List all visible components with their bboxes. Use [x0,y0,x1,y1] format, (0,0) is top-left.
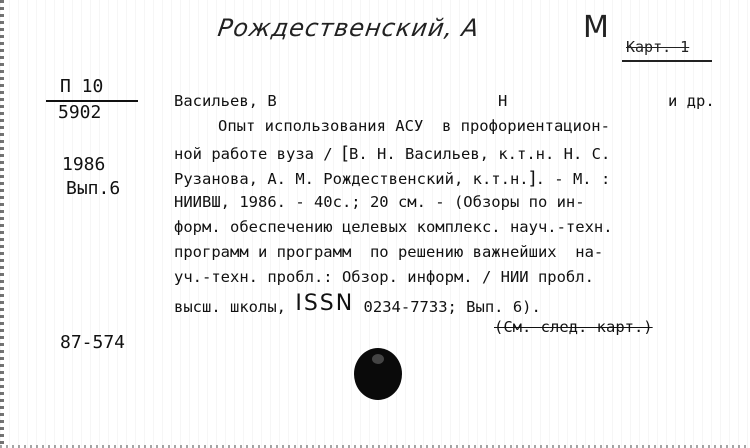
publisher-text: НИИВШ, 1986. - 40с.; 20 см. - (Обзоры по ин- [174,193,585,211]
series-text-4: высш. школы, [174,298,296,316]
issue-number: Вып.6 [66,178,121,199]
title-text: Опыт использования АСУ в профориентацион- [218,117,610,135]
responsibility-text-2: Рузанова, А. М. Рождественский, к.т.н. [174,170,529,188]
shelf-number: 5902 [58,102,102,123]
card-edge-left [0,0,4,448]
issn-number: 0234-7733; Вып. 6). [354,298,541,316]
place-text: . - М. : [535,170,611,188]
author-surname: Васильев, В [174,92,277,110]
handwritten-author-initial: М [583,10,610,45]
series-text-2: программ и программ по решению важнейших на- [174,243,604,261]
responsibility-text-1: В. Н. Васильев, к.т.н. Н. С. [349,145,611,163]
punched-hole [354,348,402,400]
accession-number: 87-574 [60,332,126,353]
card-number-underline [622,60,712,62]
et-al: и др. [668,92,715,110]
series-line-2 [174,243,603,261]
responsibility-line [174,168,610,189]
series-text-3: уч.-техн. пробл.: Обзор. информ. / НИИ пробл. [174,268,594,286]
see-next-text: (См. след. карт.) [494,318,653,336]
issn-line [174,293,541,318]
series-text-1: форм. обеспечению целевых комплекс. науч.-техн. [174,218,613,236]
card-number: Карт. 1 [626,38,690,56]
handwritten-author-heading: Рождественский, А [216,14,482,42]
series-line-1 [174,218,613,236]
open-bracket: [ [341,143,350,164]
publication-year: 1986 [62,154,106,175]
issn-handwritten: ISSN [295,291,355,316]
close-bracket: ] [528,168,536,189]
title-continuation: ной работе вуза / [174,145,342,163]
author-initial: Н [498,92,508,110]
series-line-3 [174,268,594,286]
see-next-card [494,318,653,336]
title-line-2 [174,143,610,164]
shelf-mark: П 10 [60,76,104,97]
publisher-line [174,193,585,211]
